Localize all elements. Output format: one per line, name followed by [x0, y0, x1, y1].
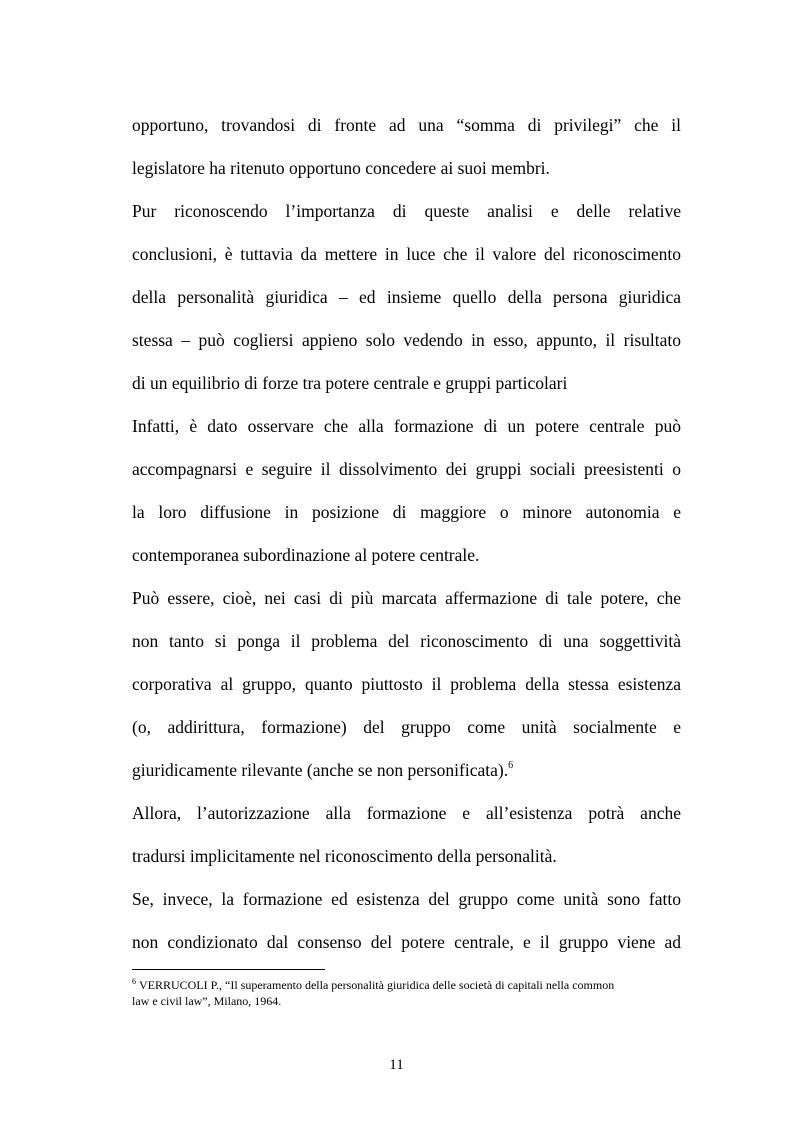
- footnote-line: [132, 978, 681, 993]
- footnote-text: VERRUCOLI P., “Il superamento della personalità giuridica delle società di capitali nella common: [139, 978, 615, 992]
- body-line: accompagnarsi e seguire il dissolvimento dei gruppi sociali preesistenti o: [132, 459, 681, 479]
- body-line: conclusioni, è tuttavia da mettere in luce che il valore del riconoscimento: [132, 244, 681, 264]
- body-line: Pur riconoscendo l’importanza di queste analisi e delle relative: [132, 201, 681, 221]
- body-line: contemporanea subordinazione al potere centrale.: [132, 545, 480, 565]
- body-line: opportuno, trovandosi di fronte ad una “somma di privilegi” che il: [132, 115, 681, 135]
- body-line: non condizionato dal consenso del potere centrale, e il gruppo viene ad: [132, 932, 681, 952]
- footnote-number: 6: [132, 977, 136, 986]
- body-line: tradursi implicitamente nel riconoscimento della personalità.: [132, 846, 557, 866]
- body-line: di un equilibrio di forze tra potere centrale e gruppi particolari: [132, 373, 568, 393]
- footnote-reference[interactable]: 6: [508, 760, 514, 771]
- body-line: (o, addirittura, formazione) del gruppo come unità socialmente e: [132, 717, 681, 737]
- footnote-line: law e civil law”, Milano, 1964.: [132, 994, 282, 1008]
- body-line: la loro diffusione in posizione di maggiore o minore autonomia e: [132, 502, 681, 522]
- body-line-text: giuridicamente rilevante (anche se non personificata).: [132, 760, 509, 780]
- footnote-separator: [132, 969, 325, 970]
- body-line: Allora, l’autorizzazione alla formazione e all’esistenza potrà anche: [132, 803, 681, 823]
- page-number: 11: [389, 1057, 404, 1073]
- body-line: legislatore ha ritenuto opportuno concedere ai suoi membri.: [132, 158, 550, 178]
- body-line: Può essere, cioè, nei casi di più marcata affermazione di tale potere, che: [132, 588, 681, 608]
- body-line: Se, invece, la formazione ed esistenza del gruppo come unità sono fatto: [132, 889, 681, 909]
- body-line: stessa – può cogliersi appieno solo vedendo in esso, appunto, il risultato: [132, 330, 681, 350]
- body-line: corporativa al gruppo, quanto piuttosto il problema della stessa esistenza: [132, 674, 681, 694]
- body-line: Infatti, è dato osservare che alla formazione di un potere centrale può: [132, 416, 681, 436]
- body-line: non tanto si ponga il problema del riconoscimento di una soggettività: [132, 631, 681, 651]
- body-line-with-footnote-ref: [132, 759, 681, 781]
- body-line: della personalità giuridica – ed insieme quello della persona giuridica: [132, 287, 681, 307]
